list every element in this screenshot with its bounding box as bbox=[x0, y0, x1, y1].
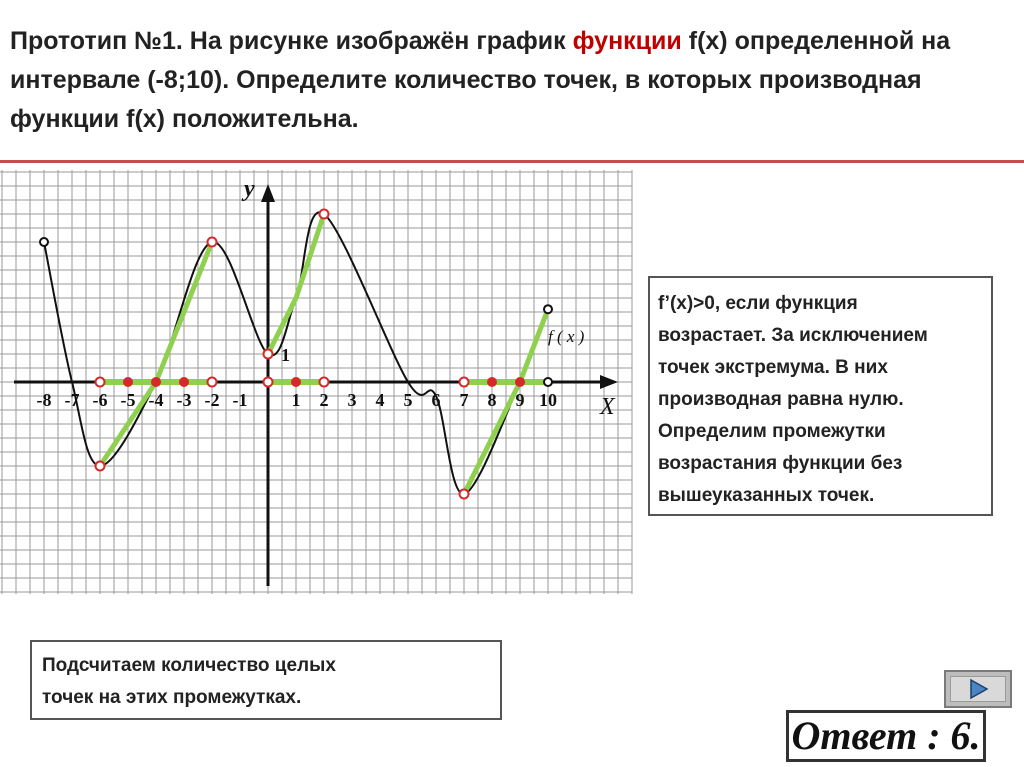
x-tick-label: 9 bbox=[515, 390, 525, 410]
integer-point bbox=[123, 377, 133, 387]
x-tick-label: -2 bbox=[204, 390, 220, 410]
next-button-face bbox=[950, 676, 1006, 702]
excluded-point-on-axis bbox=[96, 378, 105, 387]
unit-label: 1 bbox=[281, 345, 290, 365]
integer-point bbox=[487, 377, 497, 387]
count-line: точек на этих промежутках. bbox=[42, 687, 302, 708]
x-tick-label: 5 bbox=[403, 390, 413, 410]
excluded-point-on-axis bbox=[264, 378, 273, 387]
integer-point bbox=[179, 377, 189, 387]
hint-line: f’(x)>0, если функция bbox=[658, 293, 858, 314]
function-graph bbox=[0, 170, 640, 600]
integer-point bbox=[291, 377, 301, 387]
x-tick-label: 2 bbox=[319, 390, 329, 410]
x-axis-arrow bbox=[600, 375, 618, 389]
x-tick-label: -1 bbox=[232, 390, 248, 410]
endpoint-open-axis bbox=[544, 378, 552, 386]
count-line: Подсчитаем количество целых bbox=[42, 655, 336, 676]
answer-box: Ответ : 6. bbox=[786, 710, 986, 762]
excluded-point-on-axis bbox=[320, 378, 329, 387]
x-tick-label: 4 bbox=[375, 390, 385, 410]
title-part2: f(x) определенной на интервале (-8;10). Определите количество точек, в которых производная функции f(x) положительна. bbox=[10, 27, 951, 133]
extremum-point bbox=[460, 490, 469, 499]
play-triangle-icon bbox=[951, 677, 1005, 701]
x-tick-label: 8 bbox=[487, 390, 497, 410]
x-tick-label: -3 bbox=[176, 390, 192, 410]
title-highlight: функции bbox=[572, 27, 682, 55]
x-tick-label: -6 bbox=[92, 390, 108, 410]
excluded-point-on-axis bbox=[208, 378, 217, 387]
x-tick-label: 3 bbox=[347, 390, 357, 410]
x-tick-label: 7 bbox=[459, 390, 469, 410]
x-tick-label: -8 bbox=[36, 390, 52, 410]
x-axis-label: X bbox=[600, 394, 615, 420]
x-tick-label: -5 bbox=[120, 390, 136, 410]
curve-label: f ( x ) bbox=[548, 327, 585, 346]
hint-line: производная равна нулю. bbox=[658, 389, 904, 410]
integer-point bbox=[515, 377, 525, 387]
extremum-point bbox=[320, 210, 329, 219]
title-divider bbox=[0, 160, 1024, 163]
x-tick-label: 1 bbox=[291, 390, 301, 410]
hint-line: Определим промежутки bbox=[658, 421, 886, 442]
extremum-point bbox=[208, 238, 217, 247]
endpoint-open bbox=[544, 305, 552, 313]
y-axis-label: y bbox=[244, 176, 255, 202]
excluded-point-on-axis bbox=[460, 378, 469, 387]
extremum-point bbox=[96, 462, 105, 471]
x-tick-label: 10 bbox=[539, 390, 557, 410]
hint-box bbox=[648, 276, 993, 516]
count-box bbox=[30, 640, 502, 720]
hint-line: вышеуказанных точек. bbox=[658, 485, 875, 506]
title-part1: Прототип №1. На рисунке изображён график bbox=[10, 27, 573, 55]
extremum-point bbox=[264, 350, 273, 359]
hint-line: возрастания функции без bbox=[658, 453, 903, 474]
y-axis-arrow bbox=[261, 184, 275, 202]
x-tick-label: -4 bbox=[148, 390, 164, 410]
hint-line: возрастает. За исключением bbox=[658, 325, 928, 346]
integer-point bbox=[151, 377, 161, 387]
x-tick-label: 6 bbox=[431, 390, 441, 410]
hint-line: точек экстремума. В них bbox=[658, 357, 888, 378]
problem-title bbox=[10, 22, 1010, 139]
next-slide-button[interactable] bbox=[944, 670, 1012, 708]
endpoint-open bbox=[40, 238, 48, 246]
x-tick-label: -7 bbox=[64, 390, 80, 410]
